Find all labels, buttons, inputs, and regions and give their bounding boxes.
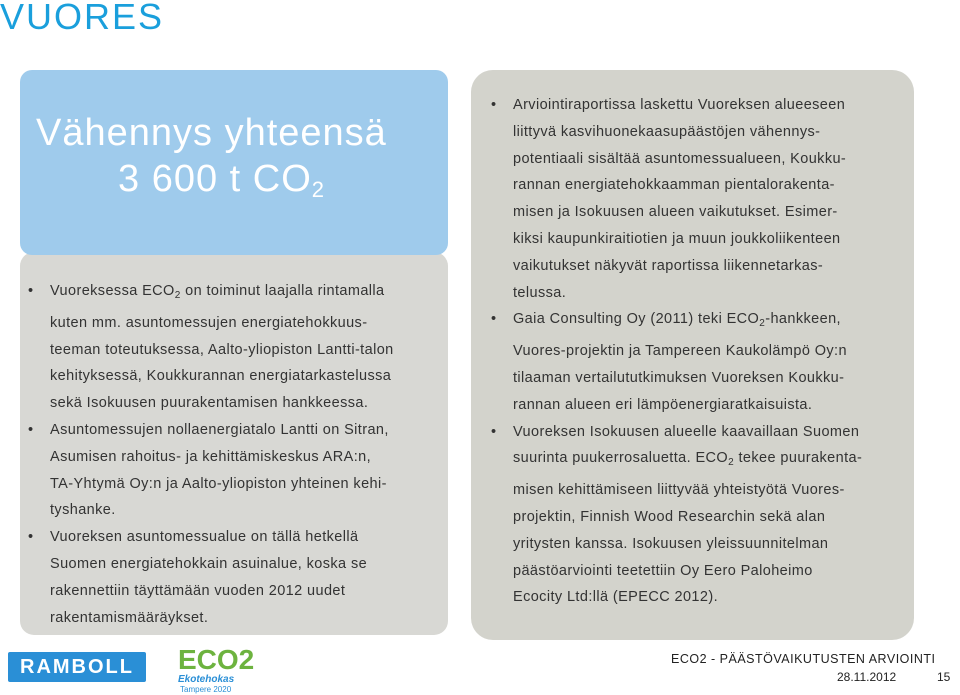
bullet-line: • Vuoreksen asuntomessualue on tällä hetkellä [50,529,359,546]
bullet-line: telussa. [513,284,567,301]
bullet-line: kuten mm. asuntomessujen energiatehokkuus- [50,314,368,331]
bullet-line: potentiaali sisältää asuntomessualueen, Koukku- [513,150,847,167]
bullet-line: projektin, Finnish Wood Researchin sekä alan [513,508,826,525]
reduction-value [118,158,325,203]
bullet-line: vaikutukset näkyvät raportissa liikennetarkas- [513,257,824,274]
right-bullet-list [489,92,909,611]
bullet-line-text: suurinta puukerrosaluetta. ECO [513,450,729,467]
reduction-heading: Vähennys yhteensä [36,112,387,154]
footer-date: 28.11.2012 [837,670,897,684]
bullet-line: päästöarviointi teetettiin Oy Eero Paloheimo [513,562,813,579]
bullet-line: • Arviointiraportissa laskettu Vuoreksen alueeseen [513,97,846,113]
footer-document-title: ECO2 - PÄÄSTÖVAIKUTUSTEN ARVIOINTI [671,652,936,666]
bullet-line: misen ja Isokuusen alueen vaikutukset. Esimer- [513,204,838,221]
page-title: VUORES [0,0,165,37]
bullet-item [26,524,446,631]
bullet-item [489,306,909,418]
bullet-line: rannan energiatehokkaamman pientalorakenta- [513,177,835,194]
reduction-value-subscript: 2 [311,177,326,202]
bullet-line-text: on toiminut laajalla rintamalla [180,283,385,299]
bullet-item [489,419,909,612]
bullet-line: rakentamismääräykset. [50,609,209,626]
bullet-line-text: tekee puurakenta- [734,450,863,467]
page-number: 15 [937,670,951,684]
bullet-line: tyshanke. [50,502,116,519]
subscript: 2 [728,457,735,469]
bullet-line: kehityksessä, Koukkurannan energiatarkastelussa [50,368,392,385]
eco2-logo-subtitle: Ekotehokas [178,674,235,685]
bullet-line-text: -hankkeen, [765,311,841,328]
bullet-item [489,92,909,306]
bullet-line: • Asuntomessujen nollaenergiatalo Lantti on Sitran, [50,421,389,438]
left-bullet-list [26,278,446,631]
eco2-logo [178,644,255,694]
bullet-line-text: Vuoreksessa ECO [50,283,175,299]
bullet-line: yritysten kanssa. Isokuusen yleissuunnitelman [513,535,829,552]
bullet-line: Ecocity Ltd:llä (EPECC 2012). [513,589,719,606]
bullet-line: sekä Isokuusen puurakentamisen hankkeessa. [50,395,369,412]
eco2-logo-year: Tampere 2020 [180,685,232,694]
subscript: 2 [174,290,181,301]
bullet-item [26,278,446,417]
bullet-line [513,306,909,338]
bullet-line: kiksi kaupunkiraitiotien ja muun joukkoliikenteen [513,230,841,247]
bullet-line: tilaaman vertailututkimuksen Vuoreksen Koukku- [513,369,845,386]
eco2-logo-text: ECO2 [178,644,255,675]
bullet-item [26,417,446,524]
bullet-line: teeman toteutuksessa, Aalto-yliopiston Lantti-talon [50,341,394,358]
bullet-line: Suomen energiatehokkain asuinalue, koska se [50,555,368,572]
bullet-line: liittyvä kasvihuonekaasupäästöjen vähennys- [513,123,821,140]
bullet-line: • Vuoreksen Isokuusen alueelle kaavaillaan Suomen [513,423,860,440]
bullet-line: rakennettiin täyttämään vuoden 2012 uudet [50,582,346,599]
bullet-line-text: Gaia Consulting Oy (2011) teki ECO [513,311,760,328]
ramboll-logo [8,652,146,682]
reduction-value-main: 3 600 t CO [118,158,312,200]
bullet-line: misen kehittämiseen liittyvää yhteistyötä Vuores- [513,482,845,499]
bullet-line: Asumisen rahoitus- ja kehittämiskeskus ARA:n, [50,448,372,465]
bullet-line: Vuores-projektin ja Tampereen Kaukolämpö Oy:n [513,343,847,360]
bullet-line [50,278,446,310]
bullet-line: rannan alueen eri lämpöenergiaratkaisuista. [513,396,813,413]
ramboll-logo-text: RAMBOLL [20,656,134,678]
bullet-line [513,445,909,477]
subscript: 2 [759,318,766,330]
bullet-line: TA-Yhtymä Oy:n ja Aalto-yliopiston yhteinen kehi- [50,475,387,492]
